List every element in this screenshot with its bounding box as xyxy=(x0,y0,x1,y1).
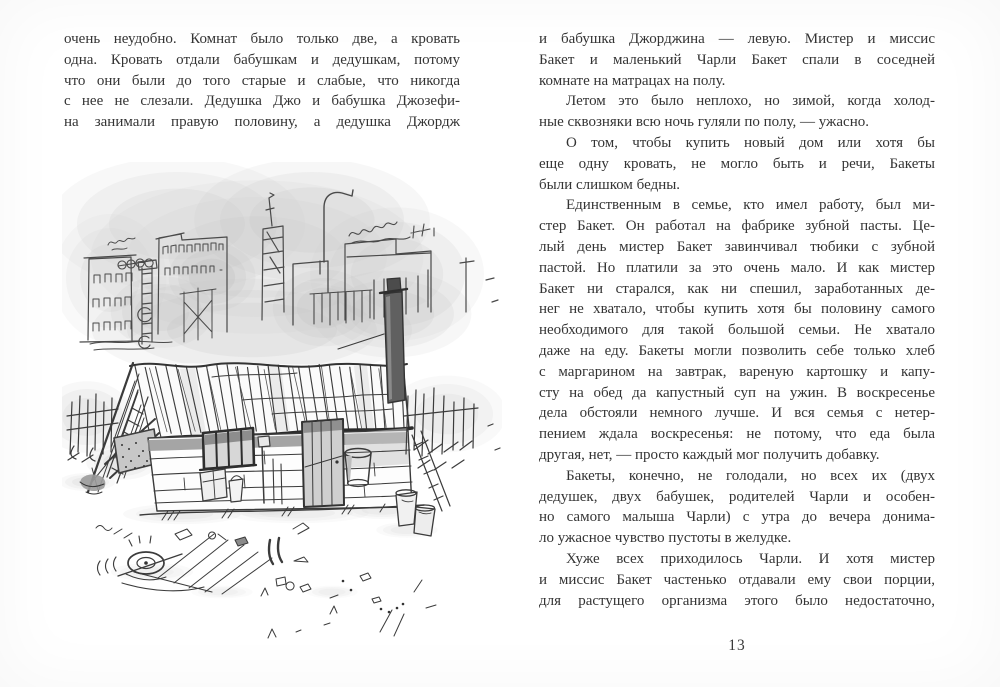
text-line: Бакет ни старался, как ни спешил, заработанных де- xyxy=(539,280,935,297)
text-line: Летом это было неплохо, но зимой, когда холод- xyxy=(566,93,935,110)
text-line: Хуже всех приходилось Чарли. И хотя мистер xyxy=(566,550,935,567)
text-line: одна. Кровать отдали бабушкам и дедушкам, потому xyxy=(64,51,460,68)
text-line: очень неудобно. Комнат было только две, а кровать xyxy=(64,31,460,47)
text-line: что они были до того старые и слабые, что никогда xyxy=(64,72,460,89)
text-line: на занимали правую половину, а дедушка Джордж xyxy=(64,114,460,131)
text-line: но самого малыша Чарли) с утра до вечера донима- xyxy=(539,509,935,526)
text-line: были слишком бедны. xyxy=(539,176,681,193)
text-line: с маргарином на завтрак, вареную картошку и капу- xyxy=(539,363,935,380)
text-line: для растущего организма этого было недостаточно, xyxy=(539,592,935,609)
left-page-text xyxy=(64,29,460,133)
text-line: Бакет и маленький Чарли Бакет спали в соседней xyxy=(539,51,935,68)
text-line: стер Бакет. Он работал на фабрике зубной пасты. Це- xyxy=(539,218,935,235)
text-line: и бабушка Джорджина — левую. Мистер и миссис xyxy=(539,31,935,47)
text-line: необходимого для такой большой семьи. Не хватало xyxy=(539,322,935,339)
text-line: и миссис Бакет частенько отдавали ему свои порции, xyxy=(539,571,935,588)
text-line: Единственным в семье, кто имел работу, был ми- xyxy=(566,197,935,214)
text-line: ные сквозняки всю ночь гуляли по полу, — ужасно. xyxy=(539,114,869,131)
text-line: Бакеты, конечно, не голодали, но всех их (двух xyxy=(566,467,935,484)
text-line: другая, нет, — просто каждый мог получить добавку. xyxy=(539,446,880,463)
text-line: О том, чтобы купить новый дом или хотя бы xyxy=(566,134,935,151)
text-line: пением ждала воскресенья: не потому, что еда была xyxy=(539,426,935,443)
text-line: еще одну кровать, не могло быть и речи, Бакеты xyxy=(539,155,935,172)
text-line: нег не хватало, чтобы купить хотя бы половину самого xyxy=(539,301,935,318)
text-line: дела обстояли немного лучше. И вся семья с нетер- xyxy=(539,405,935,422)
text-line: лый день мистер Бакет завинчивал тюбики с зубной xyxy=(539,238,935,255)
text-line: ло ужасное чувство пустоты в желудке. xyxy=(539,530,792,547)
right-page-text xyxy=(539,29,935,611)
text-line: сту на обед да капустный суп на ужин. В воскресенье xyxy=(539,384,935,401)
text-line: пастой. Но платили за это очень мало. И как мистер xyxy=(539,259,935,276)
text-line: комнате на матрацах на полу. xyxy=(539,72,726,89)
shack-illustration xyxy=(62,162,502,642)
foreground-scatter xyxy=(122,523,436,638)
page-number: 13 xyxy=(728,637,746,654)
text-line: даже на еду. Бакеты могли позволить себе только хлеб xyxy=(539,342,935,359)
text-line: с нее не слезали. Дедушка Джо и бабушка Джозефи- xyxy=(64,93,460,110)
text-line: дедушек, двух бабушек, родителей Чарли и особен- xyxy=(539,488,935,505)
